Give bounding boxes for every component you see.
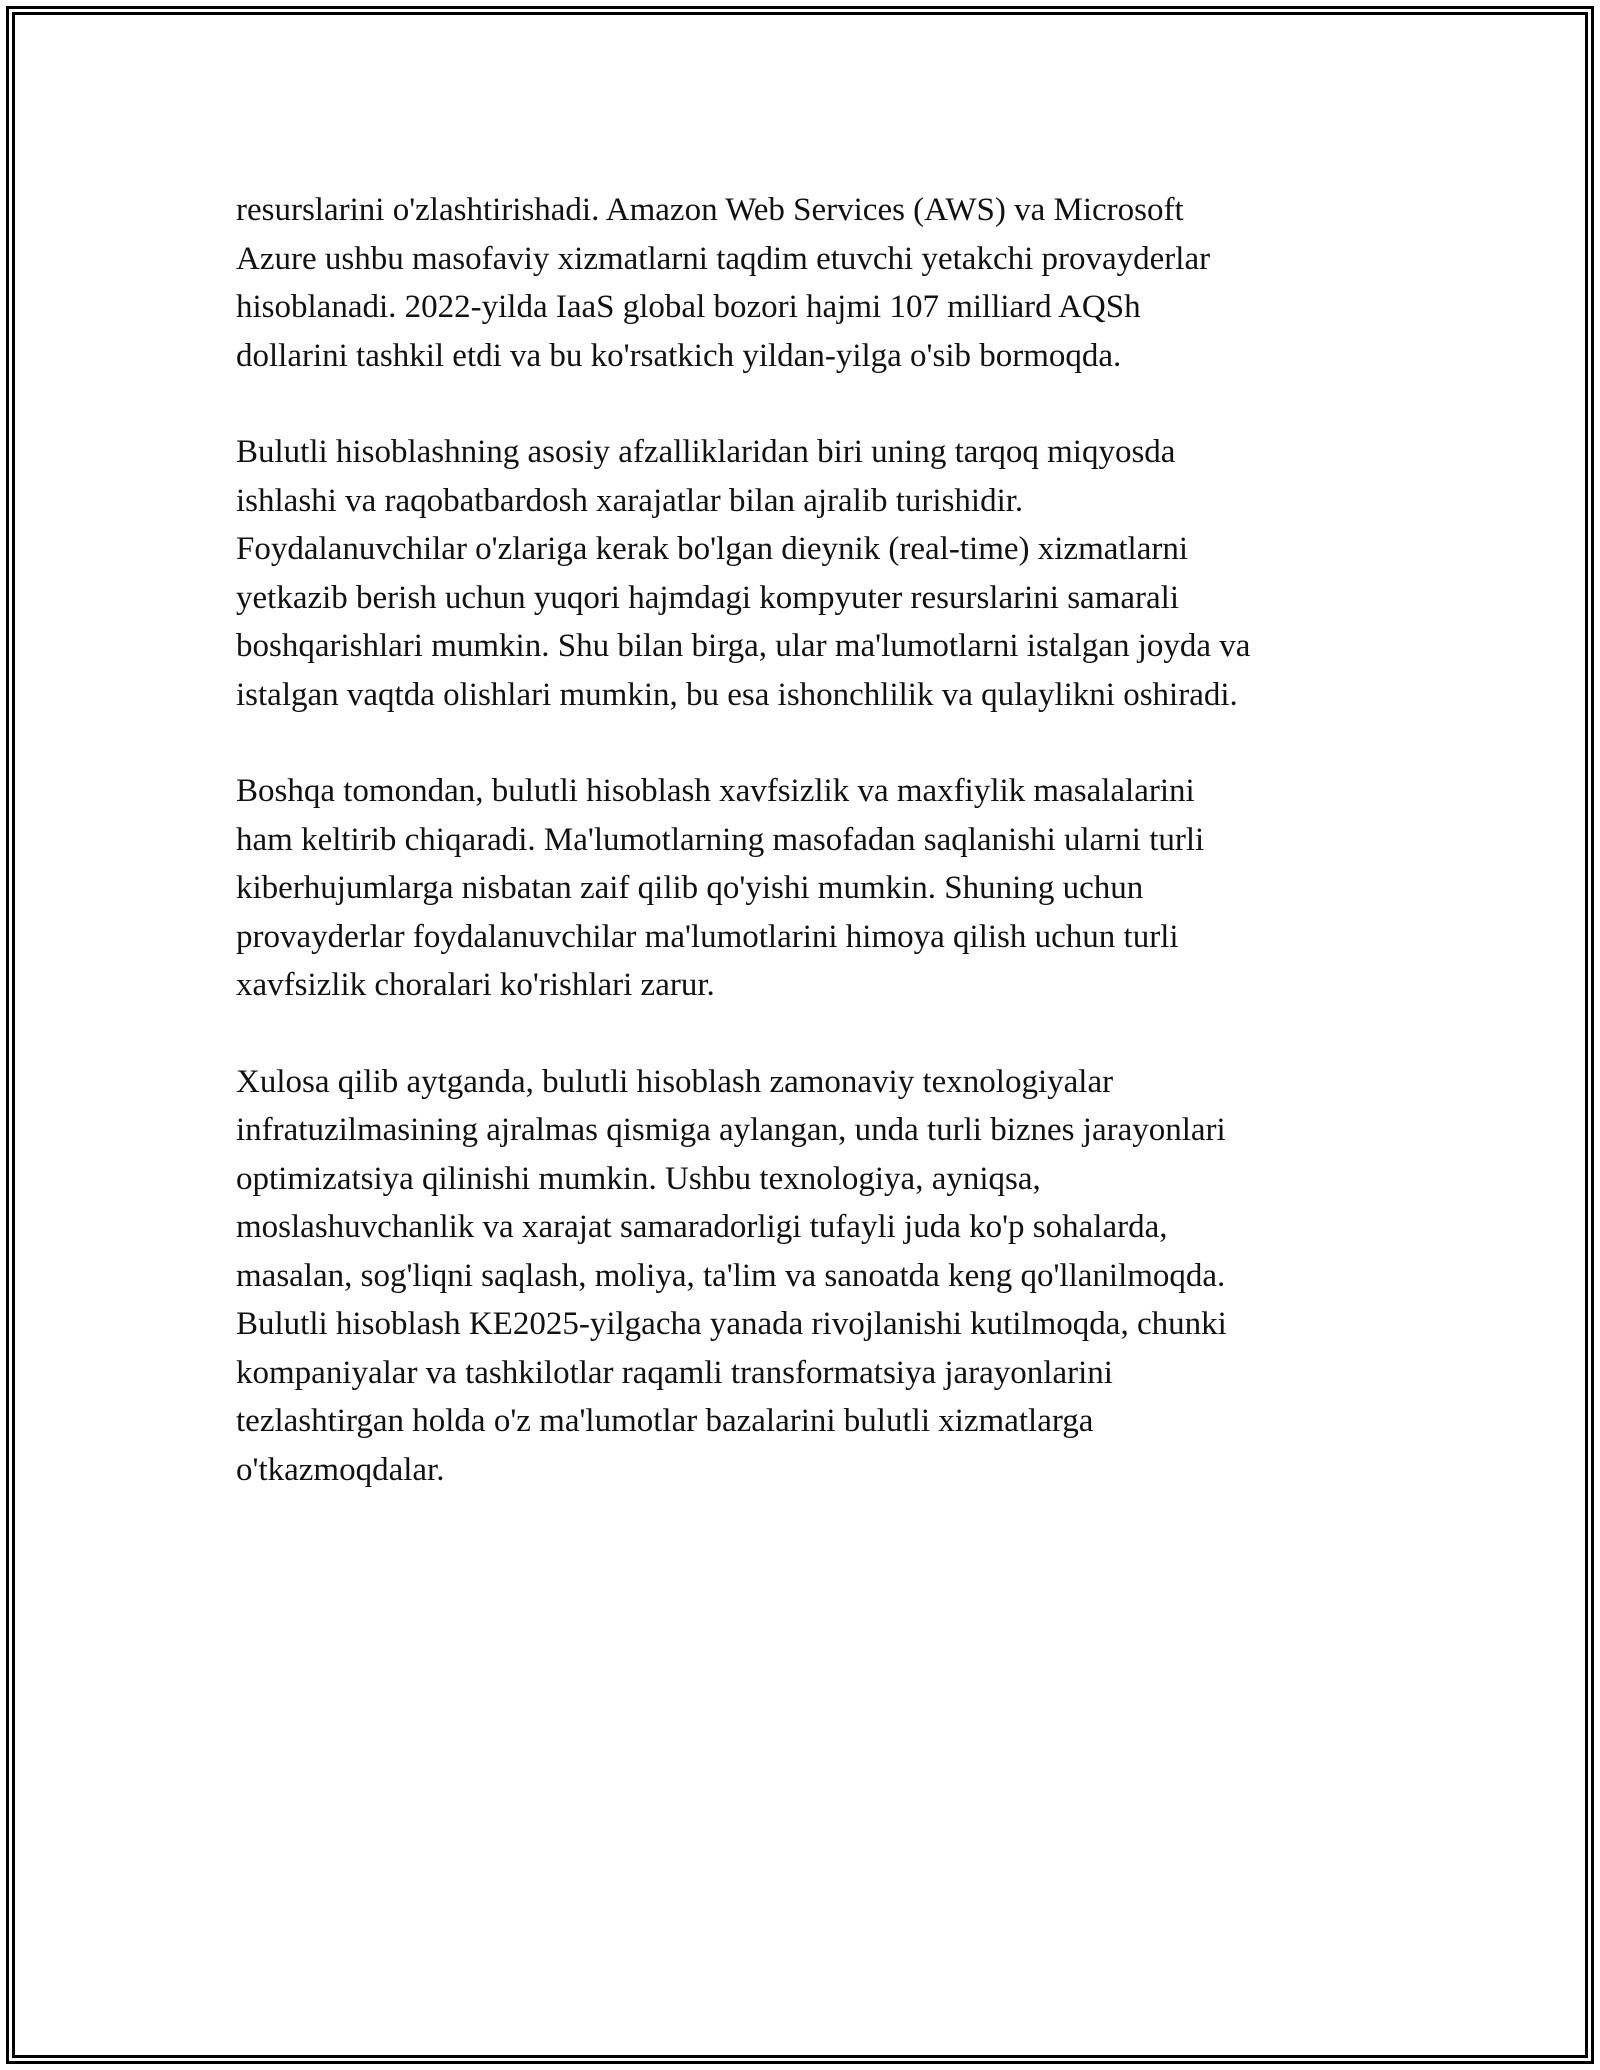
document-body [236,186,1396,1542]
paragraph-aws-azure: resurslarini o'zlashtirishadi. Amazon Web Services (AWS) va Microsoft Azure ushbu masofaviy xizmatlarni taqdim etuvchi yetakchi provayderlar hisoblanadi. 2022-yilda IaaS global bozori hajmi 107 milliard AQSh dollarini tashkil etdi va bu ko'rsatkich yildan-yilga o'sib bormoqda. [236,192,1211,374]
paragraph-security: Boshqa tomondan, bulutli hisoblash xavfsizlik va maxfiylik masalalarini ham keltirib chiqaradi. Ma'lumotlarning masofadan saqlanishi ularni turli kiberhujumlarga nisbatan zaif qilib qo'yishi mumkin. Shuning uchun provayderlar foydalanuvchilar ma'lumotlarini himoya qilish uchun turli xavfsizlik choralari ko'rishlari zarur. [236,773,1205,1003]
paragraph-advantages: Bulutli hisoblashning asosiy afzalliklaridan biri uning tarqoq miqyosda ishlashi va raqobatbardosh xarajatlar bilan ajralib turishidir. Foydalanuvchilar o'zlariga kerak bo'lgan dieynik (real-time) xizmatlarni yetkazib berish uchun yuqori hajmdagi kompyuter resurslarini samarali boshqarishlari mumkin. Shu bilan birga, ular ma'lumotlarni istalgan joyda va istalgan vaqtda olishlari mumkin, bu esa ishonchlilik va qulaylikni oshiradi. [236,434,1251,713]
paragraph-conclusion: Xulosa qilib aytganda, bulutli hisoblash zamonaviy texnologiyalar infratuzilmasining ajralmas qismiga aylangan, unda turli biznes jarayonlari optimizatsiya qilinishi mumkin. Ushbu texnologiya, ayniqsa, moslashuvchanlik va xarajat samaradorligi tufayli juda ko'p sohalarda, masalan, sog'liqni saqlash, moliya, ta'lim va sanoatda keng qo'llanilmoqda. Bulutli hisoblash KE2025-yilgacha yanada rivojlanishi kutilmoqda, chunki kompaniyalar va tashkilotlar raqamli transformatsiya jarayonlarini tezlashtirgan holda o'z ma'lumotlar bazalarini bulutli xizmatlarga o'tkazmoqdalar. [236,1063,1227,1488]
